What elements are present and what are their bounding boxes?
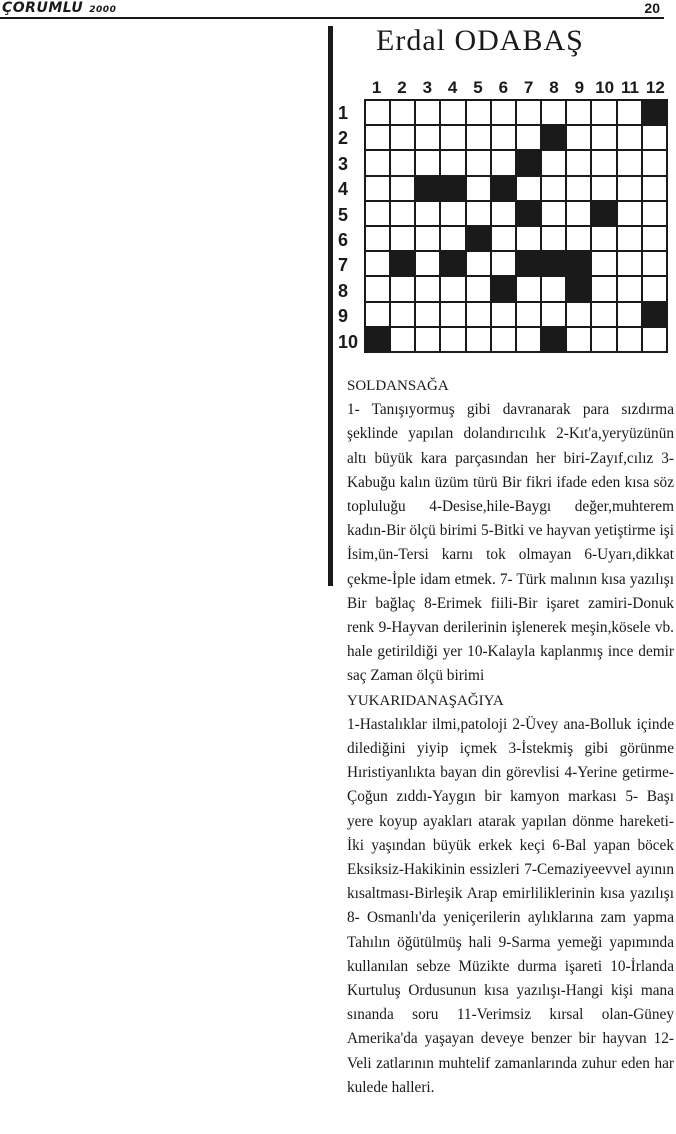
logo-year: 2000 — [89, 5, 117, 15]
answer-cell[interactable] — [643, 177, 668, 202]
row-number: 3 — [338, 153, 349, 174]
header-rule — [0, 17, 664, 19]
answer-cell[interactable] — [467, 126, 492, 151]
black-cell — [643, 101, 668, 126]
answer-cell[interactable] — [643, 202, 668, 227]
answer-cell[interactable] — [567, 202, 592, 227]
answer-cell[interactable] — [542, 202, 567, 227]
answer-cell[interactable] — [618, 177, 643, 202]
black-cell — [416, 177, 441, 202]
black-cell — [542, 126, 567, 151]
answer-cell[interactable] — [592, 101, 617, 126]
row-number: 2 — [338, 128, 349, 149]
answer-cell[interactable] — [567, 303, 592, 328]
answer-cell[interactable] — [416, 277, 441, 302]
across-heading: SOLDANSAĞA — [347, 378, 449, 394]
answer-cell[interactable] — [492, 151, 517, 176]
answer-cell[interactable] — [441, 101, 466, 126]
answer-cell[interactable] — [391, 202, 416, 227]
down-clues: 1-Hastalıklar ilmi,patoloji 2-Üvey ana-Bolluk içinde dilediğini yiyip içmek 3-İstekmiş gibi görünme Hıristiyanlıkta bayan din görevlisi 4-Yerine getirme-Çoğun zıddı-Yaygın bir kamyon markası 5- Başı yere koyup ayakları atarak yapılan dönme hareketi-İki yaşından büyük erkek keçi 6-Bal yapan böcek Eksiksiz-Hakikinin essizleri 7-Cemaziyeevvel ayının kısaltması-Birleşik Arap emirliliklerinin kısa yazılışı 8- Osmanlı'da yeniçerilerin aylıklarına zam yapma Tahılın öğütülmüş hali 9-Sarma yemeği yapımında kullanılan sebze Müzikte durma işareti 10-İrlanda Kurtuluş Ordusunun kısa yazılışı-Hangi kişi mana sınanda soru 11-Verimsiz kırsal olan-Güney Amerika'da yaşayan deveye benzer bir hayvan 12-Veli zatlarının muhtelif zamanlarında zuhur eden har kulede halleri. — [347, 715, 674, 1096]
answer-cell[interactable] — [467, 202, 492, 227]
row-number: 1 — [338, 103, 349, 123]
answer-cell[interactable] — [542, 227, 567, 252]
answer-cell[interactable] — [492, 303, 517, 328]
answer-cell[interactable] — [517, 177, 542, 202]
answer-cell[interactable] — [592, 252, 617, 277]
column-numbers — [362, 74, 668, 100]
answer-cell[interactable] — [391, 101, 416, 126]
answer-cell[interactable] — [542, 303, 567, 328]
answer-cell[interactable] — [416, 126, 441, 151]
answer-cell[interactable] — [618, 101, 643, 126]
answer-cell[interactable] — [517, 303, 542, 328]
answer-cell[interactable] — [391, 227, 416, 252]
row-number: 10 — [338, 331, 359, 352]
crossword-grid — [364, 99, 668, 353]
column-number: 6 — [498, 78, 509, 97]
answer-cell[interactable] — [467, 177, 492, 202]
answer-cell[interactable] — [441, 151, 466, 176]
black-cell — [643, 303, 668, 328]
answer-cell[interactable] — [592, 126, 617, 151]
row-number: 8 — [338, 280, 349, 301]
row-number: 5 — [338, 204, 349, 225]
answer-cell[interactable] — [441, 227, 466, 252]
column-number: 10 — [595, 78, 615, 97]
answer-cell[interactable] — [366, 277, 391, 302]
black-cell — [492, 277, 517, 302]
answer-cell[interactable] — [618, 126, 643, 151]
answer-cell[interactable] — [517, 328, 542, 353]
answer-cell[interactable] — [441, 202, 466, 227]
answer-cell[interactable] — [441, 126, 466, 151]
black-cell — [542, 328, 567, 353]
answer-cell[interactable] — [592, 177, 617, 202]
black-cell — [592, 202, 617, 227]
answer-cell[interactable] — [366, 126, 391, 151]
answer-cell[interactable] — [542, 151, 567, 176]
answer-cell[interactable] — [618, 277, 643, 302]
clues-section — [347, 374, 674, 1100]
answer-cell[interactable] — [467, 101, 492, 126]
black-cell — [567, 277, 592, 302]
black-cell — [467, 227, 492, 252]
black-cell — [441, 177, 466, 202]
row-number: 4 — [338, 179, 349, 200]
answer-cell[interactable] — [567, 126, 592, 151]
answer-cell[interactable] — [391, 151, 416, 176]
black-cell — [441, 252, 466, 277]
answer-cell[interactable] — [492, 126, 517, 151]
row-number: 9 — [338, 306, 349, 327]
answer-cell[interactable] — [366, 303, 391, 328]
answer-cell[interactable] — [467, 151, 492, 176]
answer-cell[interactable] — [542, 277, 567, 302]
answer-cell[interactable] — [391, 177, 416, 202]
answer-cell[interactable] — [492, 227, 517, 252]
column-divider — [328, 26, 333, 586]
answer-cell[interactable] — [366, 151, 391, 176]
answer-cell[interactable] — [567, 328, 592, 353]
black-cell — [517, 252, 542, 277]
answer-cell[interactable] — [592, 303, 617, 328]
black-cell — [391, 252, 416, 277]
logo-text: ÇORUMLU — [2, 0, 84, 16]
answer-cell[interactable] — [592, 227, 617, 252]
black-cell — [517, 151, 542, 176]
answer-cell[interactable] — [492, 101, 517, 126]
column-number: 2 — [397, 78, 407, 97]
answer-cell[interactable] — [416, 252, 441, 277]
black-cell — [492, 177, 517, 202]
answer-cell[interactable] — [366, 101, 391, 126]
answer-cell[interactable] — [567, 101, 592, 126]
answer-cell[interactable] — [366, 202, 391, 227]
answer-cell[interactable] — [416, 328, 441, 353]
answer-cell[interactable] — [391, 303, 416, 328]
column-number: 3 — [422, 78, 433, 97]
answer-cell[interactable] — [467, 277, 492, 302]
answer-cell[interactable] — [366, 252, 391, 277]
answer-cell[interactable] — [517, 101, 542, 126]
answer-cell[interactable] — [643, 252, 668, 277]
answer-cell[interactable] — [643, 126, 668, 151]
column-number: 8 — [549, 78, 559, 97]
row-numbers — [334, 101, 362, 355]
black-cell — [567, 252, 592, 277]
answer-cell[interactable] — [391, 277, 416, 302]
column-number: 9 — [574, 78, 585, 97]
answer-cell[interactable] — [643, 151, 668, 176]
answer-cell[interactable] — [492, 328, 517, 353]
answer-cell[interactable] — [643, 277, 668, 302]
answer-cell[interactable] — [643, 227, 668, 252]
column-number: 5 — [473, 78, 483, 97]
column-number: 4 — [447, 78, 458, 97]
answer-cell[interactable] — [391, 328, 416, 353]
answer-cell[interactable] — [492, 252, 517, 277]
answer-cell[interactable] — [517, 277, 542, 302]
answer-cell[interactable] — [592, 277, 617, 302]
answer-cell[interactable] — [517, 227, 542, 252]
answer-cell[interactable] — [416, 151, 441, 176]
answer-cell[interactable] — [416, 303, 441, 328]
column-number: 12 — [645, 78, 665, 97]
answer-cell[interactable] — [441, 328, 466, 353]
answer-cell[interactable] — [542, 177, 567, 202]
column-number: 11 — [621, 78, 639, 97]
answer-cell[interactable] — [416, 101, 441, 126]
author-name: Erdal ODABAŞ — [376, 24, 584, 57]
answer-cell[interactable] — [592, 151, 617, 176]
answer-cell[interactable] — [618, 202, 643, 227]
magazine-logo — [2, 0, 116, 16]
column-number: 1 — [371, 78, 382, 97]
answer-cell[interactable] — [391, 126, 416, 151]
answer-cell[interactable] — [618, 303, 643, 328]
answer-cell[interactable] — [467, 328, 492, 353]
answer-cell[interactable] — [592, 328, 617, 353]
answer-cell[interactable] — [567, 151, 592, 176]
black-cell — [366, 328, 391, 353]
row-number: 6 — [338, 230, 349, 250]
answer-cell[interactable] — [567, 227, 592, 252]
page-number: 20 — [644, 0, 660, 16]
answer-cell[interactable] — [618, 227, 643, 252]
answer-cell[interactable] — [492, 202, 517, 227]
answer-cell[interactable] — [416, 227, 441, 252]
answer-cell[interactable] — [618, 252, 643, 277]
answer-cell[interactable] — [542, 101, 567, 126]
black-cell — [542, 252, 567, 277]
answer-cell[interactable] — [467, 252, 492, 277]
answer-cell[interactable] — [467, 303, 492, 328]
answer-cell[interactable] — [441, 277, 466, 302]
answer-cell[interactable] — [441, 303, 466, 328]
answer-cell[interactable] — [643, 328, 668, 353]
answer-cell[interactable] — [416, 202, 441, 227]
across-clues: 1- Tanışıyormuş gibi davranarak para sızdırma şeklinde yapılan dolandırıcılık 2-Kıt'a,yeryüzünün altı büyük kara parçasından her biri-Zayıf,cılız 3-Kabuğu kalın üzüm türü Bir fikri ifade eden kısa söz topluluğu 4-Desise,hile-Baygı değer,muhterem kadın-Bir ölçü birimi 5-Bitki ve hayvan yetiştirme işi İsim,ün-Tersi karnı tok olmayan 6-Uyarı,dikkat çekme-İple idam etmek. 7- Türk malının kısa yazılışı Bir bağlaç 8-Erimek fiili-Bir işaret zamiri-Donuk renk 9-Hayvan derilerinin işlenerek meşin,kösele vb. hale getirildiği yer 10-Kalayla kaplanmış ince demir saç Zaman ölçü birimi — [347, 401, 674, 685]
column-number: 7 — [523, 78, 534, 97]
answer-cell[interactable] — [567, 177, 592, 202]
answer-cell[interactable] — [618, 328, 643, 353]
answer-cell[interactable] — [618, 151, 643, 176]
answer-cell[interactable] — [366, 227, 391, 252]
answer-cell[interactable] — [517, 126, 542, 151]
down-heading: YUKARIDANAŞAĞIYA — [347, 692, 504, 709]
row-number: 7 — [338, 255, 349, 276]
black-cell — [517, 202, 542, 227]
answer-cell[interactable] — [366, 177, 391, 202]
